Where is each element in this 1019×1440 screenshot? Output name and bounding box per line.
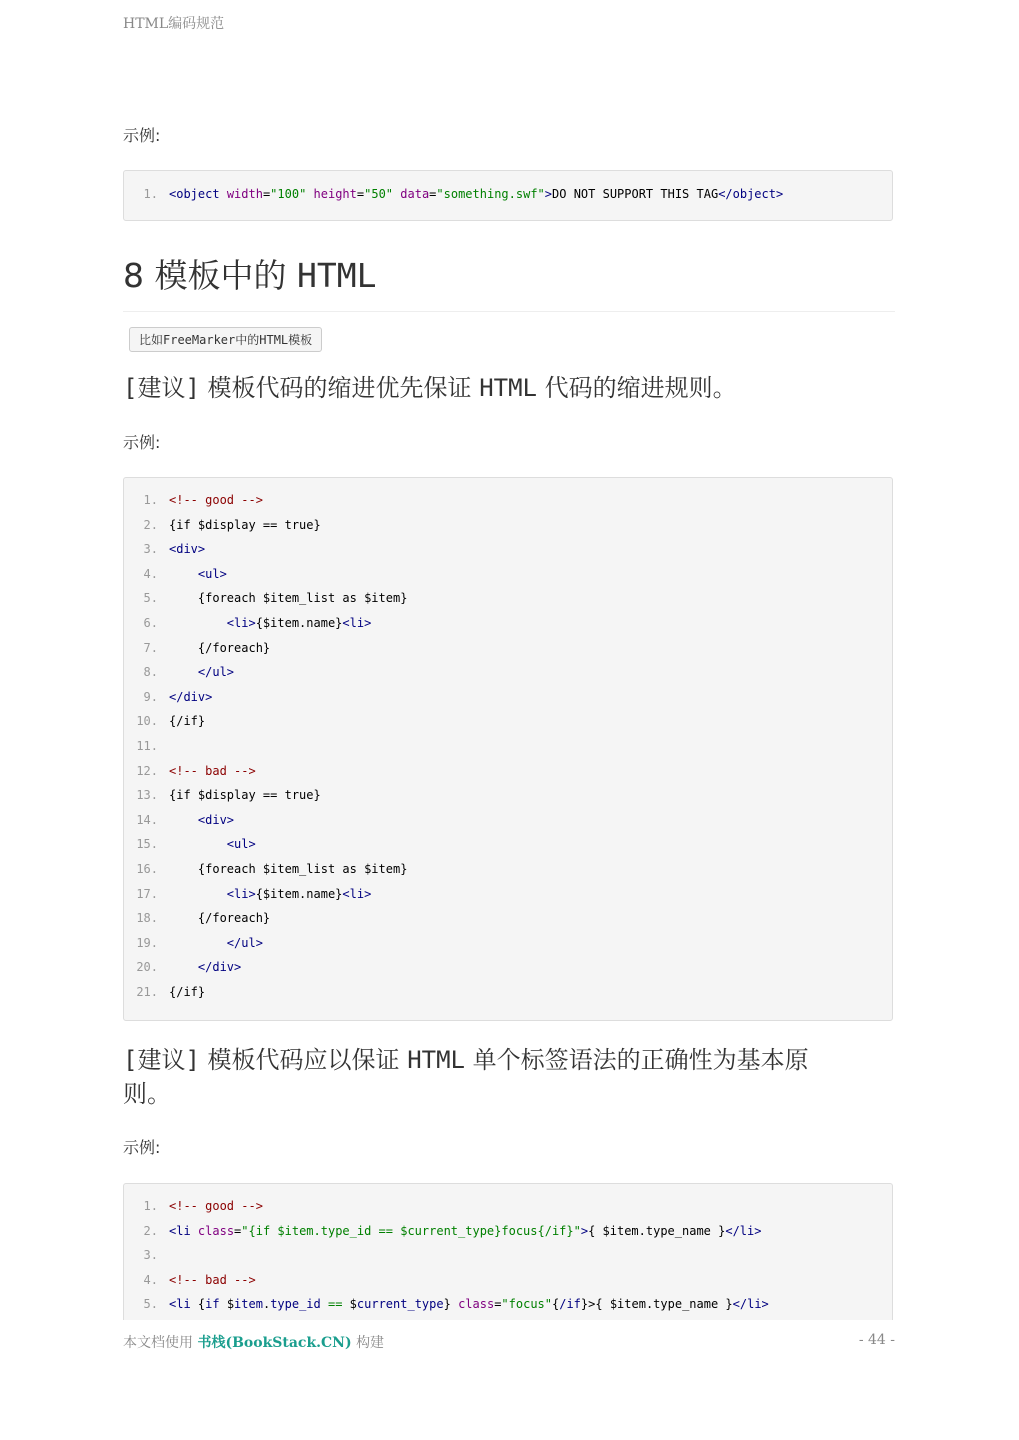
- rule-text: 模板代码应以保证: [207, 1046, 400, 1074]
- code-token: </li>: [725, 1223, 762, 1238]
- code-token: <div>: [197, 812, 235, 827]
- code-token: [169, 665, 198, 679]
- example-label: 示例:: [123, 126, 161, 145]
- rule-syntax-heading: [123, 1043, 883, 1111]
- page-header: HTML编码规范: [123, 16, 225, 32]
- code-token: <li>: [342, 886, 372, 901]
- line-number: 2.: [143, 517, 158, 532]
- code-token: "{if $item.type_id == $current_type}focus{/if}": [241, 1223, 581, 1238]
- line-number: 19.: [136, 935, 158, 950]
- code-token: </ul>: [226, 935, 263, 950]
- code-token: {$item.name}: [255, 615, 343, 630]
- code-token: <ul>: [197, 566, 227, 581]
- code-token: {if $display == true}: [169, 788, 321, 803]
- line-number: 21.: [136, 984, 158, 999]
- rule-prefix: [建议]: [123, 1046, 200, 1074]
- code-token: $: [219, 1297, 235, 1312]
- line-number: 5.: [143, 591, 158, 606]
- code-token: =: [494, 1297, 502, 1312]
- code-line: [124, 1268, 892, 1293]
- code-token: {if $display == true}: [169, 517, 321, 532]
- code-token: <ul>: [226, 837, 256, 852]
- line-number: 11.: [136, 738, 158, 753]
- footer-brand-link[interactable]: 书栈(BookStack.CN): [197, 1335, 352, 1351]
- code-token: {/foreach}: [169, 640, 271, 655]
- code-token: <li>: [342, 615, 372, 630]
- code-token: {foreach $item_list as $item}: [169, 591, 408, 606]
- code-token: <li>: [226, 615, 256, 630]
- code-token: {$item.name}: [255, 886, 343, 901]
- code-token: [169, 887, 227, 901]
- code-token: [169, 936, 227, 950]
- line-number: 3.: [143, 542, 158, 557]
- code-token: <li: [169, 1223, 191, 1238]
- rule-text-en: HTML: [479, 374, 537, 402]
- line-number: 9.: [143, 689, 158, 704]
- code-token: <div>: [169, 542, 206, 557]
- code-line: [124, 636, 892, 661]
- code-line: [124, 709, 892, 734]
- line-number: 5.: [143, 1297, 158, 1312]
- line-number: 18.: [136, 911, 158, 926]
- code-token: data: [400, 187, 430, 201]
- rule-text-en: HTML: [407, 1046, 465, 1074]
- code-token: <object: [169, 187, 220, 201]
- code-line: [124, 882, 892, 907]
- line-number: 8.: [143, 665, 158, 680]
- template-badge: 比如FreeMarker中的HTML模板: [129, 327, 322, 352]
- code-line: [124, 734, 892, 759]
- line-number: 16.: [136, 861, 158, 876]
- code-token: type_id: [270, 1297, 321, 1312]
- code-line: [124, 955, 892, 980]
- code-token: DO NOT SUPPORT THIS TAG: [552, 187, 719, 201]
- page-number: - 44 -: [858, 1332, 895, 1348]
- code-line: [124, 660, 892, 685]
- footer-prefix: 本文档使用: [123, 1335, 193, 1351]
- code-token: [191, 1224, 198, 1238]
- code-token: ==: [328, 1297, 343, 1312]
- rule-text: 模板代码的缩进优先保证: [207, 374, 472, 402]
- code-token: <li: [169, 1297, 191, 1312]
- page-footer: [123, 1332, 895, 1352]
- code-line: [124, 906, 892, 931]
- code-token: }: [443, 1297, 459, 1312]
- code-token: =: [429, 187, 437, 201]
- code-token: class: [458, 1297, 495, 1312]
- code-block-object: [123, 170, 893, 221]
- code-token: if: [205, 1297, 220, 1312]
- line-number: 10.: [136, 714, 158, 729]
- code-line: [124, 931, 892, 956]
- code-token: [220, 187, 227, 201]
- code-line: [124, 783, 892, 808]
- code-token: </div>: [169, 689, 213, 704]
- code-token: { $item.type_name }: [588, 1223, 726, 1238]
- code-token: >: [544, 187, 553, 201]
- section-title-en: HTML: [297, 256, 377, 295]
- code-token: =: [262, 187, 271, 201]
- code-token: </ul>: [197, 665, 235, 680]
- code-token: {/if}: [169, 984, 206, 999]
- code-token: width: [226, 187, 263, 201]
- code-token: "focus": [501, 1297, 552, 1312]
- code-token: {foreach $item_list as $item}: [169, 861, 408, 876]
- rule-text: 单个标签语法的正确性为基本原: [472, 1046, 809, 1074]
- code-token: </li>: [732, 1297, 769, 1312]
- footer-suffix: 构建: [356, 1335, 385, 1351]
- code-token: [321, 1297, 328, 1311]
- example-label: 示例:: [123, 1138, 161, 1157]
- code-token: current_type: [356, 1297, 444, 1312]
- code-token: <!-- bad -->: [169, 1272, 256, 1287]
- line-number: 3.: [143, 1248, 158, 1263]
- code-line: [124, 586, 892, 611]
- code-token: <!-- bad -->: [169, 763, 256, 778]
- code-token: </div>: [197, 960, 242, 975]
- rule-text: 则。: [123, 1080, 171, 1108]
- code-line: [124, 1194, 892, 1219]
- code-line: [124, 980, 892, 1005]
- code-token: =: [356, 187, 365, 201]
- code-token: <li>: [226, 886, 256, 901]
- line-number: 2.: [143, 1223, 158, 1238]
- code-token: "something.swf": [436, 187, 545, 201]
- line-number: 1.: [143, 187, 158, 201]
- code-token: {/foreach}: [169, 911, 271, 926]
- code-block-indent: [123, 477, 893, 1021]
- code-token: height: [313, 187, 357, 201]
- code-token: item: [234, 1297, 263, 1312]
- code-token: {: [190, 1297, 206, 1312]
- code-line: [124, 488, 892, 513]
- code-line: [124, 611, 892, 636]
- code-token: }>{ $item.type_name }: [580, 1297, 733, 1312]
- code-token: {: [552, 1297, 560, 1312]
- code-block-syntax: [123, 1183, 893, 1320]
- code-line: [124, 857, 892, 882]
- code-token: [306, 187, 313, 201]
- code-token: [169, 813, 198, 827]
- code-token: [169, 567, 198, 581]
- line-number: 4.: [143, 1272, 158, 1287]
- code-token: "100": [270, 187, 307, 201]
- example-label: 示例:: [123, 433, 161, 452]
- code-token: $: [342, 1297, 357, 1312]
- rule-text: 代码的缩进规则。: [544, 374, 737, 402]
- code-line: [124, 1243, 892, 1268]
- code-line: [124, 562, 892, 587]
- code-line: [124, 182, 892, 207]
- section-title-cn: 模板中的: [154, 256, 287, 295]
- code-line: [124, 513, 892, 538]
- code-line: [124, 832, 892, 857]
- code-token: <!-- good -->: [169, 1199, 263, 1213]
- code-token: <!-- good -->: [169, 493, 263, 507]
- code-line: [124, 1219, 892, 1244]
- code-line: [124, 685, 892, 710]
- code-token: class: [197, 1223, 235, 1238]
- line-number: 1.: [143, 493, 158, 507]
- code-token: [169, 960, 198, 974]
- code-token: "50": [364, 187, 394, 201]
- code-token: {/if}: [169, 714, 206, 729]
- line-number: 4.: [143, 566, 158, 581]
- code-token: =: [234, 1223, 242, 1238]
- line-number: 15.: [136, 837, 158, 852]
- line-number: 7.: [143, 640, 158, 655]
- line-number: 14.: [136, 812, 158, 827]
- line-number: 17.: [136, 886, 158, 901]
- code-token: [169, 616, 227, 630]
- code-token: /if: [559, 1297, 581, 1312]
- code-line: [124, 808, 892, 833]
- line-number: 13.: [136, 788, 158, 803]
- code-token: </object>: [718, 187, 784, 201]
- code-line: [124, 759, 892, 784]
- line-number: 12.: [136, 763, 158, 778]
- line-number: 20.: [136, 960, 158, 975]
- rule-indent-heading: [123, 371, 883, 405]
- line-number: 1.: [143, 1199, 158, 1213]
- section-number: 8: [123, 256, 144, 295]
- rule-prefix: [建议]: [123, 374, 200, 402]
- code-token: .: [262, 1297, 271, 1312]
- code-token: [169, 837, 227, 851]
- code-line: [124, 1292, 892, 1317]
- code-line: [124, 537, 892, 562]
- section-heading: [123, 250, 895, 312]
- line-number: 6.: [143, 615, 158, 630]
- code-token: >: [580, 1223, 589, 1238]
